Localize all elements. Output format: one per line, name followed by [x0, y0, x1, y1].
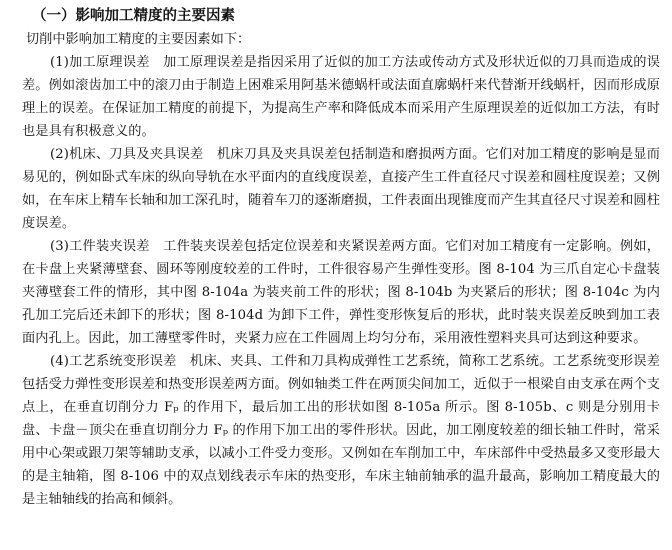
paragraph-workpiece-clamping-error: (3)工件装夹误差 工件装夹误差包括定位误差和夹紧误差两方面。它们对加工精度有一定影响。例如，在卡盘上夹紧薄壁套、圆环等刚度较差的工件时，工件很容易产生弹性变形。图 8-104 为三爪自定心卡盘装夹薄壁套工件的情形，其中图 8-104a 为装夹前工件的形状；图 8-104b 为夹紧后的形状；图 8-104c 为内孔加工完后还未卸下的形状；图 8-104d 为卸下工件，弹性变形恢复后的形状，此时装夹误差反映到加工表面内孔上。因此，加工薄壁零件时，夹紧力应在工件圆周上均匀分布，采用液性塑料夹具可达到这种要求。 [22, 239, 660, 346]
section-intro: 切削中影响加工精度的主要因素如下： [26, 32, 251, 47]
paragraph-machining-principle-error: (1)加工原理误差 加工原理误差是指因采用了近似的加工方法或传动方式及形状近似的刀具而造成的误差。例如滚齿加工中的滚刀由于制造上困难采用阿基米德蜗杆或法面直廓蜗杆来代替渐开线蜗杆，因而形成原理上的误差。在保证加工精度的前提下，为提高生产率和降低成本而采用产生原理误差的近似加工方法，有时也是具有积极意义的。 [22, 55, 660, 139]
paragraph-process-system-deformation-error: (4)工艺系统变形误差 机床、夹具、工件和刀具构成弹性工艺系统，简称工艺系统。工艺系统变形误差包括受力弹性变形误差和热变形误差两方面。例如轴类工件在两顶尖间加工，近似于一根梁自由支承在两个支点上，在垂直切削分力 Fₚ 的作用下，最后加工出的形状如图 8-105a 所示。图 8-105b、c 则是分别用卡盘、卡盘－顶尖在垂直切削分力 Fₚ 的作用下加工出的零件形状。因此，加工刚度较差的细长轴工件时，常采用中心架或跟刀架等辅助支承，以减小工件受力变形。又例如在车削加工中，车床部件中受热最多又变形最大的是主轴箱，图 8-106 中的双点划线表示车床的热变形，车床主轴前轴承的温升最高，影响加工精度最大的是主轴轴线的抬高和倾斜。 [22, 354, 660, 507]
section-heading: （一）影响加工精度的主要因素 [32, 8, 235, 24]
paragraph-machine-tool-fixture-error: (2)机床、刀具及夹具误差 机床刀具及夹具误差包括制造和磨损两方面。它们对加工精度的影响是显而易见的，例如卧式车床的纵向导轨在水平面内的直线度误差，直接产生工件直径尺寸误差和圆柱度误差；又例如，在车床上精车长轴和加工深孔时，随着车刀的逐渐磨损，工件表面出现锥度而产生其直径尺寸误差和圆柱度误差。 [22, 147, 660, 231]
